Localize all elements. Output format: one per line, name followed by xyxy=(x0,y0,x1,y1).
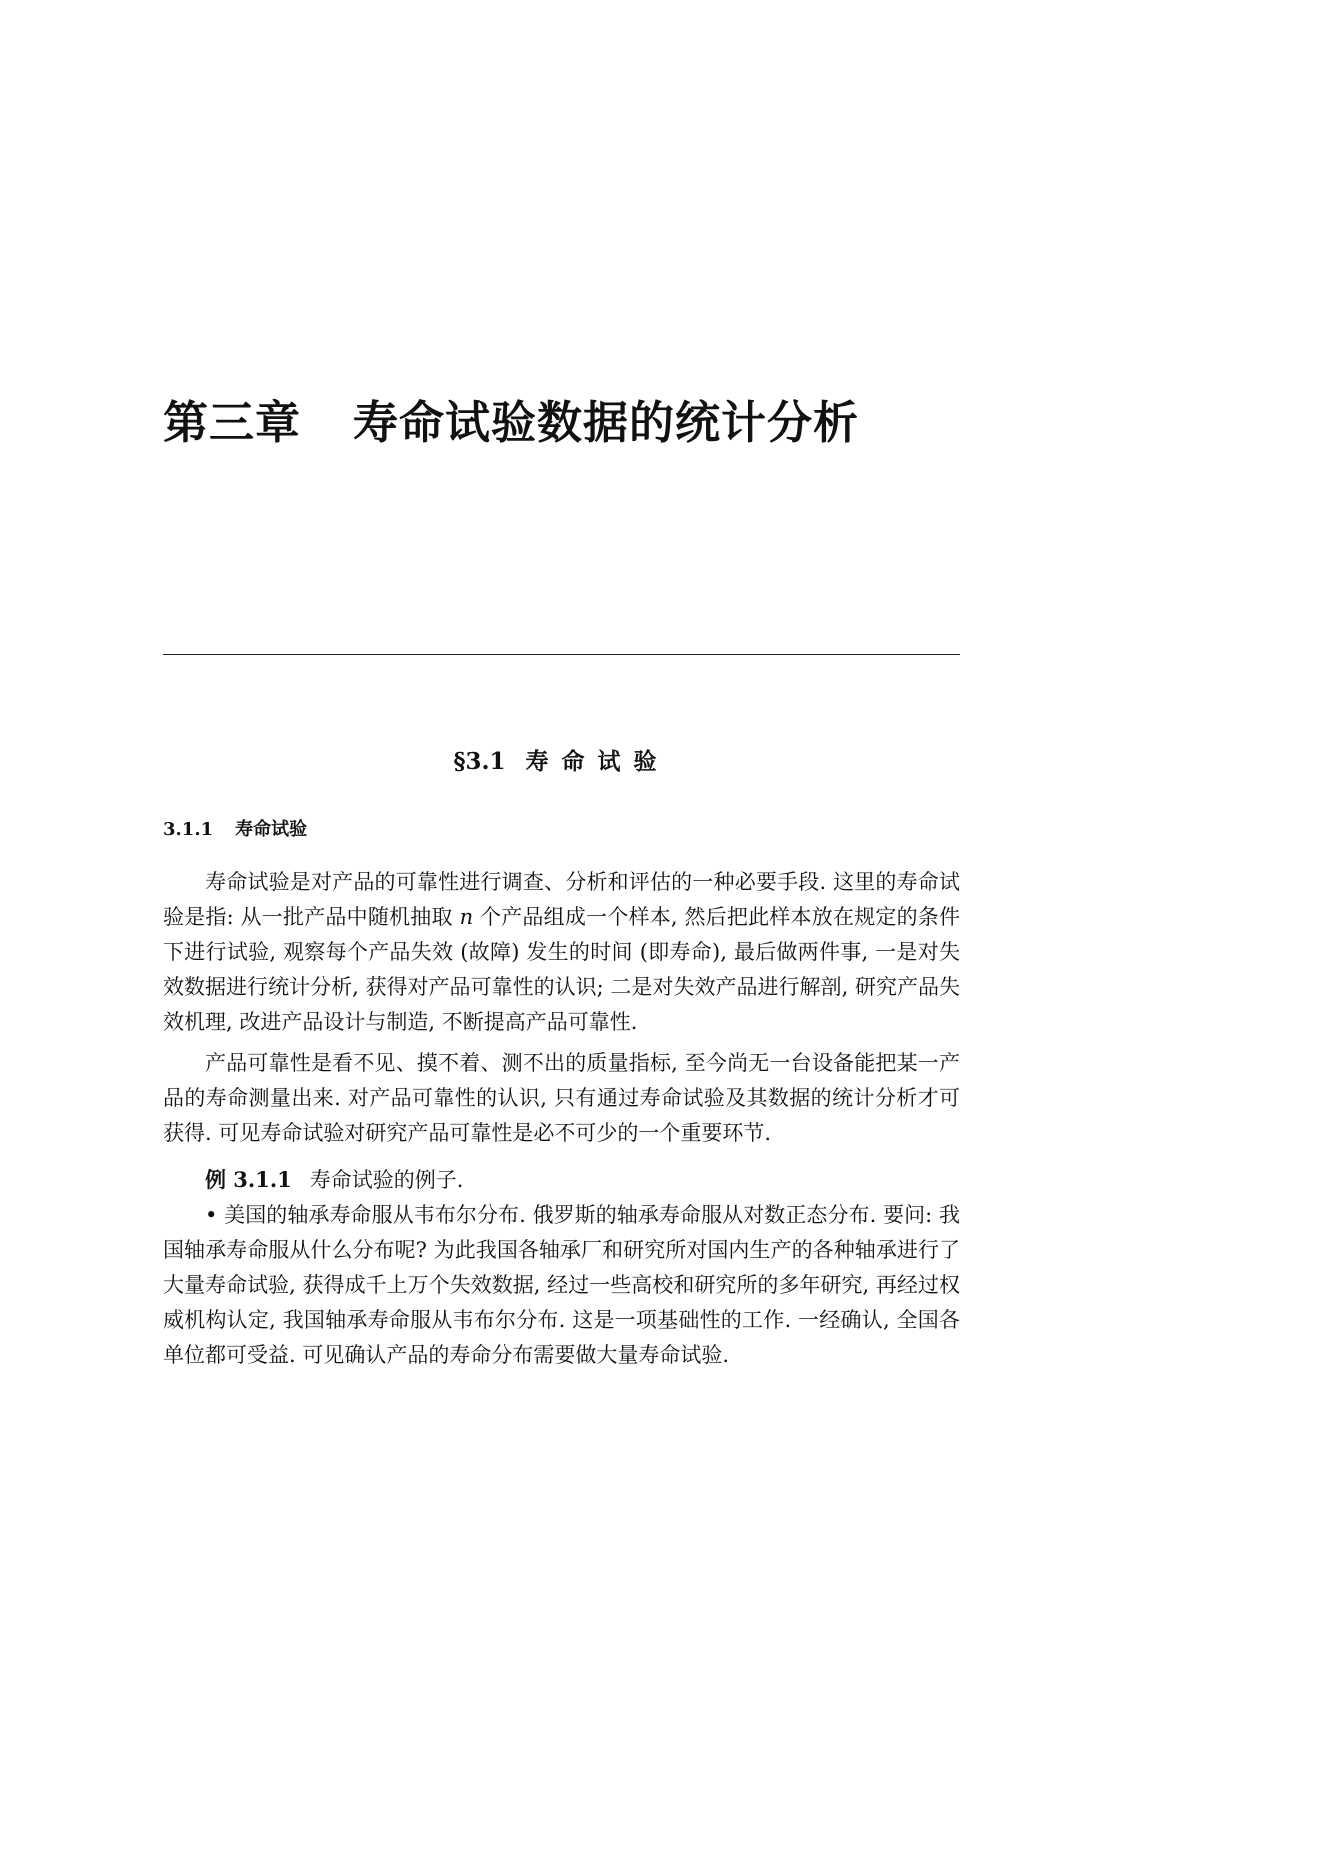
chapter-name: 寿命试验数据的统计分析 xyxy=(353,396,860,449)
subsection-title xyxy=(163,821,307,839)
bullet-text: 美国的轴承寿命服从韦布尔分布. 俄罗斯的轴承寿命服从对数正态分布. 要问: 我国轴承寿命服从什么分布呢? 为此我国各轴承厂和研究所对国内生产的各种轴承进行了大量寿命试验, 获得成千上万个失效数据, 经过一些高校和研究所的多年研究, 再经过权威机构认定, 我国轴承寿命服从韦布尔分布. 这是一项基础性的工作. 一经确认, 全国各单位都可受益. 可见确认产品的寿命分布需要做大量寿命试验. xyxy=(163,1203,960,1367)
paragraph-1-part-b: 个产品组成一个样本, 然后把此样本放在规定的条件下进行试验, 观察每个产品失效 (故障) 发生的时间 (即寿命), 最后做两件事, 一是对失效数据进行统计分析, 获得对产品可靠性的认识; 二是对失效产品进行解剖, 研究产品失效机理, 改进产品设计与制造, 不断提高产品可靠性. xyxy=(163,905,960,1034)
section-name: 寿命试验 xyxy=(525,749,670,775)
chapter-divider xyxy=(163,654,960,655)
subsection-name: 寿命试验 xyxy=(235,819,308,840)
math-variable-n: n xyxy=(459,905,474,929)
paragraph-2: 产品可靠性是看不见、摸不着、测不出的质量指标, 至今尚无一台设备能把某一产品的寿命测量出来. 对产品可靠性的认识, 只有通过寿命试验及其数据的统计分析才可获得. 可见寿命试验对研究产品可靠性是必不可少的一个重要环节. xyxy=(163,1051,960,1145)
chapter-number: 第三章 xyxy=(163,396,302,449)
body-text xyxy=(163,865,960,1373)
bullet-icon: • xyxy=(205,1203,218,1227)
example-label: 例 3.1.1 xyxy=(205,1167,292,1192)
section-number: §3.1 xyxy=(453,748,506,775)
subsection-number: 3.1.1 xyxy=(163,819,214,840)
section-title xyxy=(163,750,960,774)
example-text: 寿命试验的例子. xyxy=(309,1168,464,1192)
chapter-title xyxy=(163,396,860,449)
bullet-item xyxy=(163,1198,960,1373)
book-page xyxy=(163,0,960,1870)
paragraph-1 xyxy=(163,865,960,1040)
paragraph-1-part-a: 寿命试验是对产品的可靠性进行调查、分析和评估的一种必要手段. 这里的寿命试验是指: 从一批产品中随机抽取 xyxy=(163,870,960,929)
example-heading xyxy=(163,1162,960,1198)
